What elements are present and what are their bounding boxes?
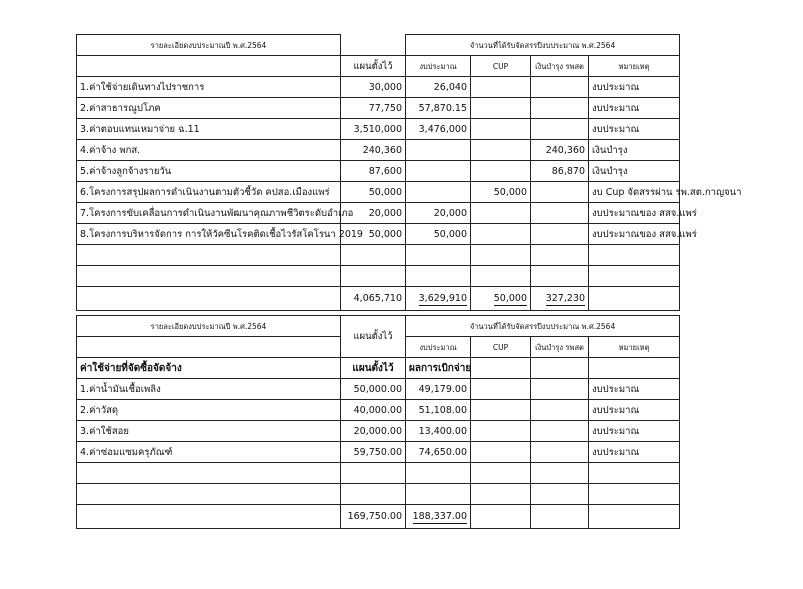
empty-row: [77, 463, 680, 484]
section-plan: แผนตั้งไว้: [341, 358, 406, 379]
section-label: ค่าใช้จ่ายที่จัดซื้อจัดจ้าง: [77, 358, 341, 379]
table-row: 1.ค่าน้ำมันเชื้อเพลิง 50,000.00 49,179.00 งบประมาณ: [77, 379, 680, 400]
table1-title: รายละเอียดงบประมาณปี พ.ศ.2564: [77, 35, 341, 56]
total-budget: 3,629,910: [418, 293, 467, 304]
table-row: 3.ค่าใช้สอย 20,000.00 13,400.00 งบประมาณ: [77, 421, 680, 442]
table-row: 2.ค่าสาธารณูปโภค 77,750 57,870.15 งบประมาณ: [77, 98, 680, 119]
col-note: หมายเหตุ: [589, 56, 680, 77]
totals-row: [77, 505, 680, 529]
table-row: 3.ค่าตอบแทนเหมาจ่าย ฉ.11 3,510,000 3,476,000 งบประมาณ: [77, 119, 680, 140]
table2-total-plan: 169,750.00: [341, 505, 406, 529]
table2-total-result: 188,337.00: [412, 511, 467, 522]
totals-row: [77, 287, 680, 311]
empty-row: [77, 266, 680, 287]
col-hosp: เงินบำรุง รพสต: [531, 56, 589, 77]
empty-row: [77, 484, 680, 505]
table2-group-header: จำนวนที่ได้รับจัดสรรปีงบประมาณ พ.ศ.2564: [406, 316, 680, 337]
table-row: 6.โครงการสรุปผลการดำเนินงานตามตัวชี้วัด คปสอ.เมืองแพร่ 50,000 50,000 งบ Cup จัดสรรผ่าน รพ.สต.กาญจนา: [77, 182, 680, 203]
table-row: 4.ค่าซ่อมแซมครุภัณฑ์ 59,750.00 74,650.00 งบประมาณ: [77, 442, 680, 463]
table2-title: รายละเอียดงบประมาณปี พ.ศ.2564: [77, 316, 341, 337]
total-hosp: 327,230: [545, 293, 585, 304]
table2-col-cup: CUP: [471, 337, 531, 358]
total-plan: 4,065,710: [341, 287, 406, 311]
table1-group-header: จำนวนที่ได้รับจัดสรรปีงบประมาณ พ.ศ.2564: [406, 35, 680, 56]
table2-col-budget: งบประมาณ: [406, 337, 471, 358]
table2-col-hosp: เงินบำรุง รพสต: [531, 337, 589, 358]
empty-row: [77, 245, 680, 266]
table-row: 5.ค่าจ้างลูกจ้างรายวัน 87,600 86,870 เงินบำรุง: [77, 161, 680, 182]
table2-col-note: หมายเหตุ: [589, 337, 680, 358]
table2-col-plan: แผนตั้งไว้: [341, 316, 406, 358]
total-cup: 50,000: [493, 293, 527, 304]
section-result: ผลการเบิกจ่าย: [406, 358, 471, 379]
table-row: 2.ค่าวัสดุ 40,000.00 51,108.00 งบประมาณ: [77, 400, 680, 421]
col-budget: งบประมาณ: [406, 56, 471, 77]
table-row: 4.ค่าจ้าง พกส. 240,360 240,360 เงินบำรุง: [77, 140, 680, 161]
budget-table-1: [76, 34, 742, 311]
budget-table-2: [76, 315, 680, 529]
col-plan: แผนตั้งไว้: [341, 56, 406, 77]
table-row: 8.โครงการบริหารจัดการ การให้วัคซีนโรคติดเชื้อไวรัสโคโรนา 2019 50,000 50,000 งบประมาณของ สสจ.แพร่: [77, 224, 680, 245]
table-row: 1.ค่าใช้จ่ายเดินทางไปราชการ 30,000 26,040 งบประมาณ: [77, 77, 680, 98]
col-cup: CUP: [471, 56, 531, 77]
table-row: 7.โครงการขับเคลื่อนการดำเนินงานพัฒนาคุณภาพชีวิตระดับอำเภอ 20,000 20,000 งบประมาณของ สสจ.แพร่: [77, 203, 680, 224]
